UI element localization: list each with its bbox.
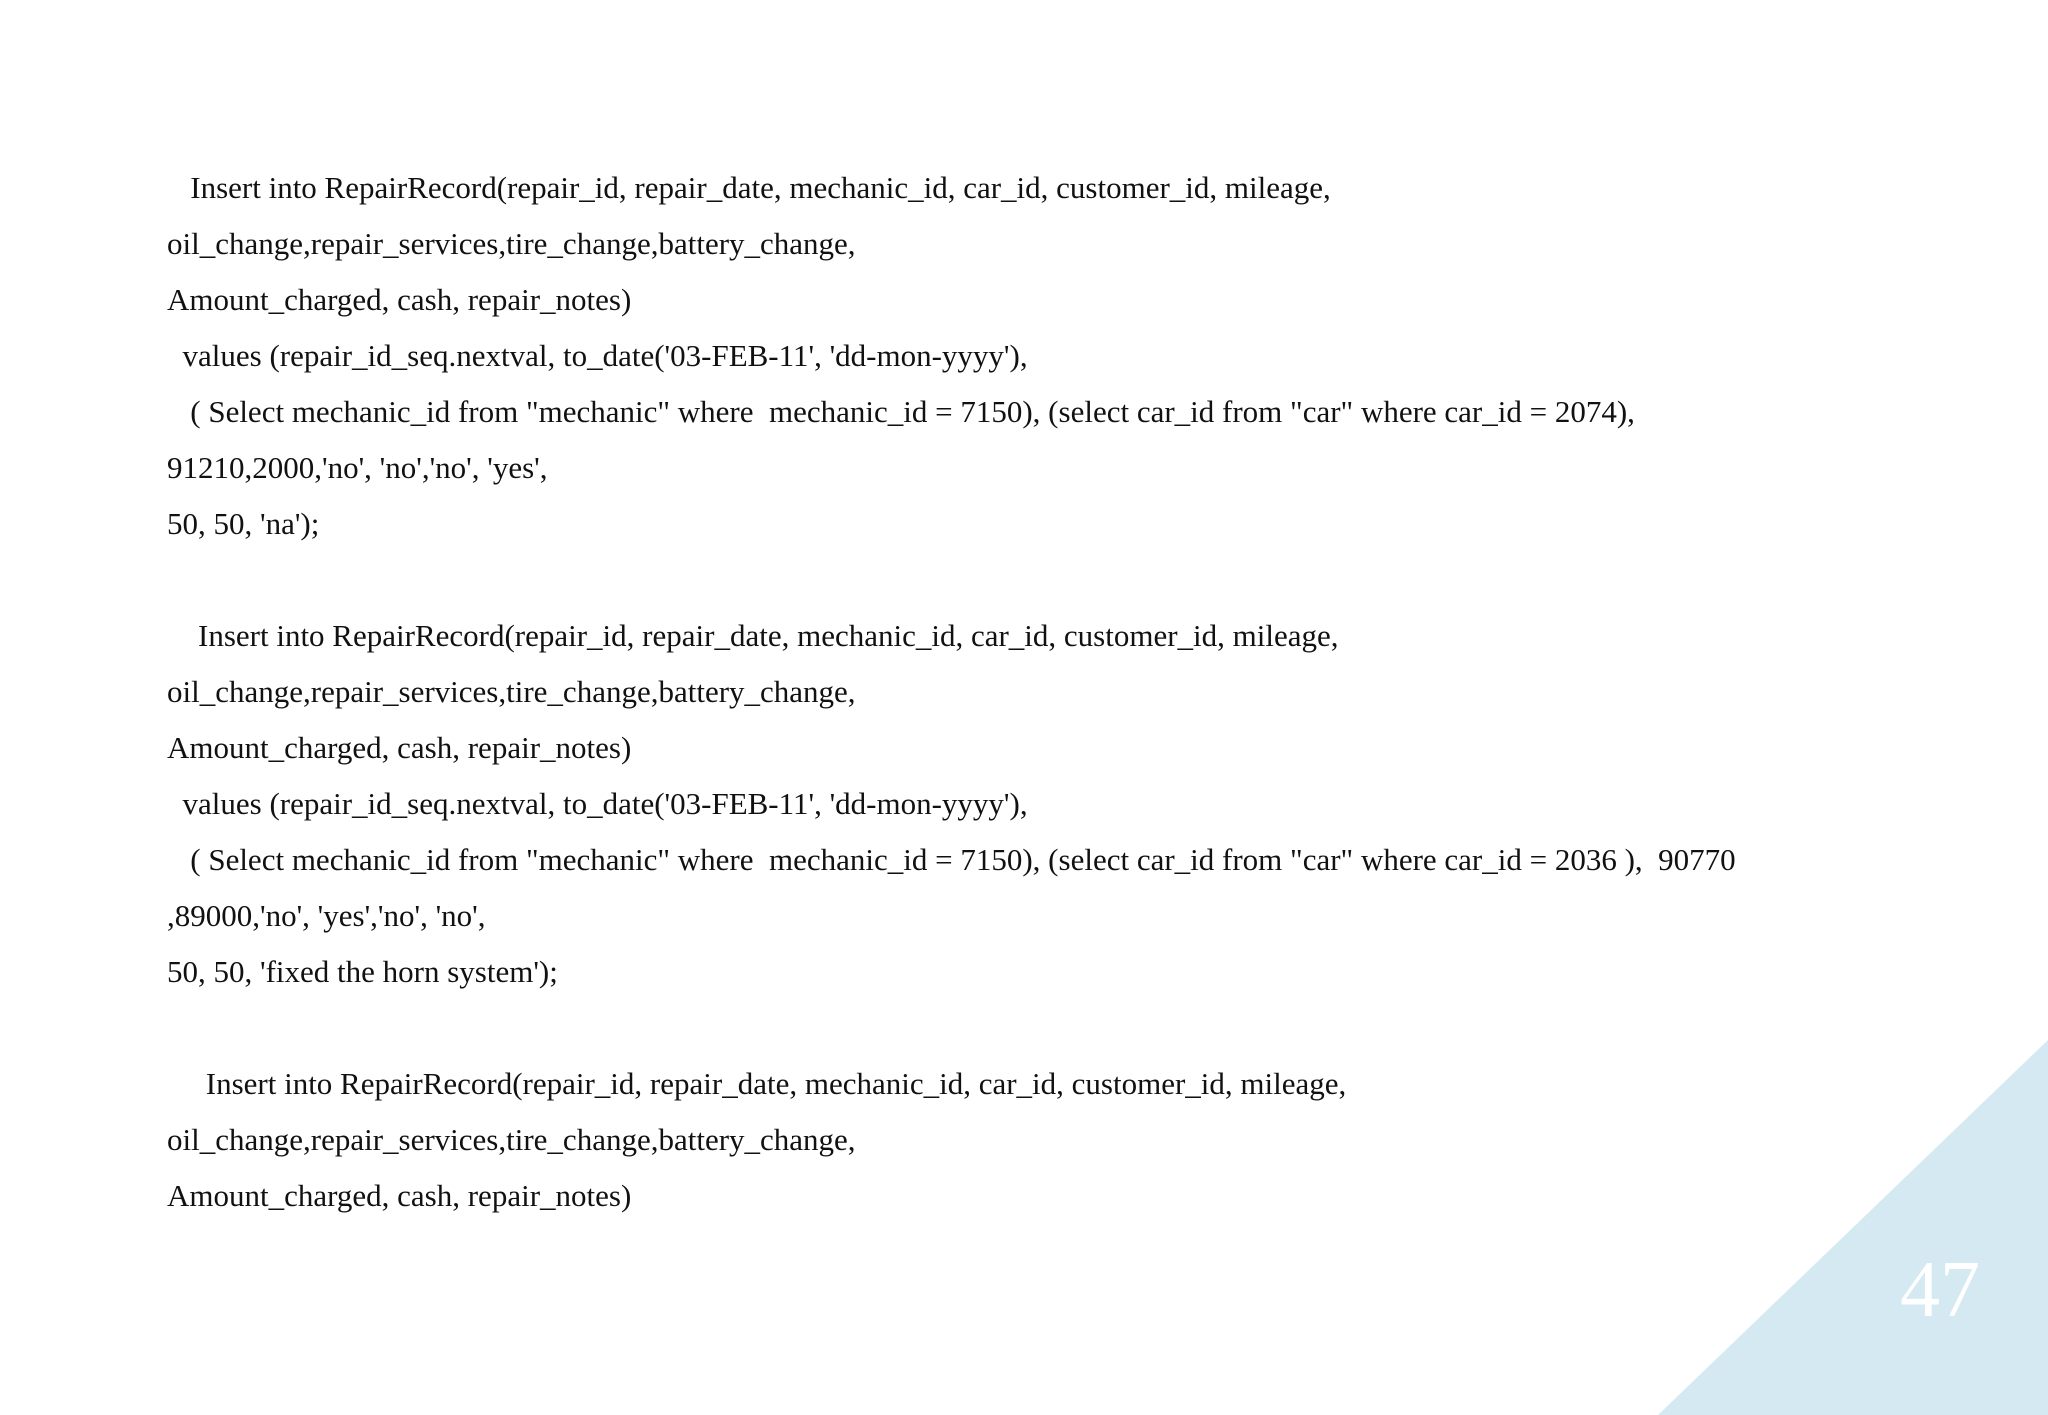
code-line-3: Amount_charged, cash, repair_notes) — [167, 282, 632, 317]
code-line-7: 50, 50, 'na'); — [167, 506, 320, 541]
code-line-5: ( Select mechanic_id from "mechanic" where mechanic_id = 7150), (select car_id from "car" where car_id = 2074), — [167, 394, 1635, 429]
corner-accent-triangle — [1658, 1040, 2048, 1415]
code-line-2: oil_change,repair_services,tire_change,battery_change, — [167, 226, 856, 261]
code-line-13: ( Select mechanic_id from "mechanic" where mechanic_id = 7150), (select car_id from "car" where car_id = 2036 ), 90770 — [167, 842, 1736, 877]
code-line-4: values (repair_id_seq.nextval, to_date('03-FEB-11', 'dd-mon-yyyy'), — [167, 338, 1028, 373]
code-line-1: Insert into RepairRecord(repair_id, repair_date, mechanic_id, car_id, customer_id, mileage, — [167, 170, 1331, 205]
code-line-8 — [167, 552, 1967, 608]
code-line-9: Insert into RepairRecord(repair_id, repair_date, mechanic_id, car_id, customer_id, mileage, — [167, 618, 1339, 653]
code-line-18: oil_change,repair_services,tire_change,battery_change, — [167, 1122, 856, 1157]
code-line-10: oil_change,repair_services,tire_change,battery_change, — [167, 674, 856, 709]
code-line-15: 50, 50, 'fixed the horn system'); — [167, 954, 558, 989]
code-line-6: 91210,2000,'no', 'no','no', 'yes', — [167, 450, 548, 485]
page-number: 47 — [1900, 1246, 1980, 1334]
code-line-19: Amount_charged, cash, repair_notes) — [167, 1178, 632, 1213]
code-line-17: Insert into RepairRecord(repair_id, repair_date, mechanic_id, car_id, customer_id, mileage, — [167, 1066, 1347, 1101]
code-line-12: values (repair_id_seq.nextval, to_date('03-FEB-11', 'dd-mon-yyyy'), — [167, 786, 1028, 821]
code-line-11: Amount_charged, cash, repair_notes) — [167, 730, 632, 765]
code-line-14: ,89000,'no', 'yes','no', 'no', — [167, 898, 486, 933]
